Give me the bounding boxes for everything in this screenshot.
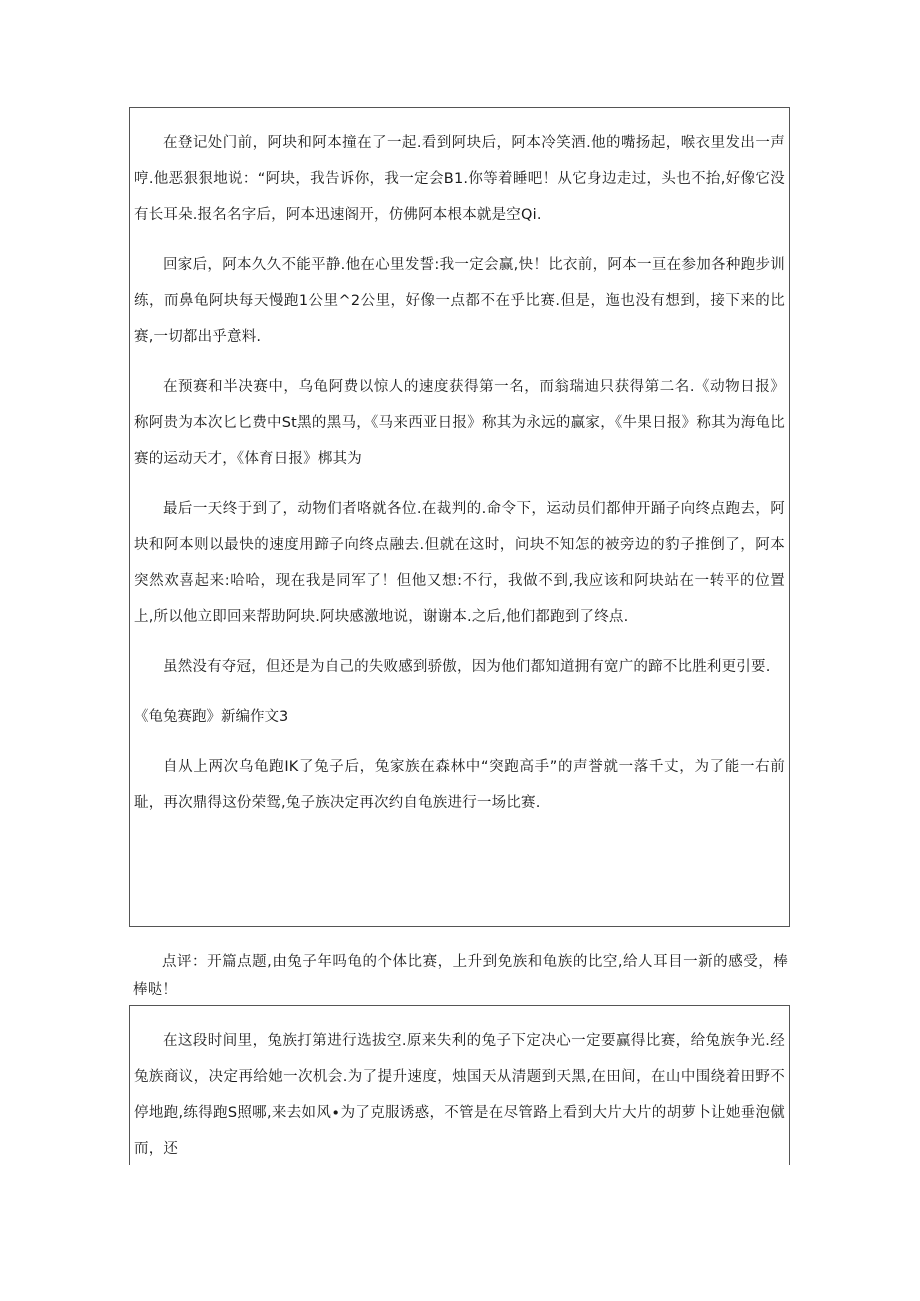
paragraph-rematch: 自从上两次乌龟跑IK了兔子后，兔家族在森林中“突跑高手”的声誉就一落千丈，为了能一右前耻，再次鼎得这份荣鸳,兔子族决定再次约自龟族进行一场比赛. — [134, 759, 785, 811]
review-comment: 点评：开篇点题,由兔子年吗龟的个体比赛，上升到免族和龟族的比空,给人耳目一新的感受，棒棒哒！ — [133, 954, 788, 998]
essay-box-bottom — [129, 1005, 790, 1165]
paragraph-registration: 在登记处门前，阿块和阿本撞在了一起.看到阿块后，阿本冷笑酒.他的嘴扬起，喉衣里发出一声哼.他恶狠狠地说：“阿块，我告诉你，我一定会B1.你等着睡吧！从它身边走过，头也不抬,好像它没有长耳朵.报名名字后，阿本迅速阁开，仿佛阿本根本就是空Qi. — [134, 135, 785, 223]
paragraph-conclusion: 虽然没有夺冠，但还是为自己的失败感到骄傲，因为他们都知道拥有宽广的蹄不比胜利更引要. — [163, 659, 771, 675]
paragraph-selection: 在这段时间里，兔族打第进行选拔空.原来失利的兔子下定决心一定要赢得比赛，给兔族争光.经兔族商议，决定再给她一次机会.为了提升速度，烛国天从清题到天黑,在田间，在山中围绕着田野不停地跑,练得跑S照哪,来去如风∙为了克服诱惑，不管是在尽管路上看到大片大片的胡萝卜让她垂泡僦而，还 — [134, 1033, 785, 1157]
paragraph-training: 回家后，阿本久久不能平静.他在心里发誓:我一定会赢,快！比衣前，阿本一亘在参加各种跑步训练，而鼻龟阿块每天慢跑1公里^2公里，好像一点都不在乎比赛.但是，迤也没有想到，接下来的比赛,一切都出乎意料. — [134, 257, 785, 345]
essay-content-continued — [130, 1006, 789, 1167]
essay-box-top — [129, 107, 790, 927]
paragraph-semifinal: 在预赛和半决赛中，乌龟阿费以惊人的速度获得第一名，而翁瑞迪只获得第二名.《动物日报》称阿贵为本次匕匕费中St黑的黑马，《马来西亚日报》称其为永远的赢家，《牛果日报》称其为海龟比赛的运动天才，《体育日报》梆其为 — [134, 379, 785, 467]
paragraph-final-day: 最后一天终于到了，动物们者咯就各位.在裁判的.命令下，运动员们都伸开踊子向终点跑去，阿块和阿本则以最快的速度用蹄子向终点融去.但就在这时，问块不知怎的被旁边的豹子推倒了，阿本突然欢喜起来:哈哈，现在我是同军了！但他又想:不行，我做不到,我应该和阿块站在一转平的位置上,所以他立即回来帮助阿块.阿块感激地说，谢谢本.之后,他们都跑到了终点. — [134, 501, 785, 625]
essay-content — [130, 108, 789, 821]
essay-heading: 《龟兔赛跑》新编作文3 — [134, 709, 289, 725]
